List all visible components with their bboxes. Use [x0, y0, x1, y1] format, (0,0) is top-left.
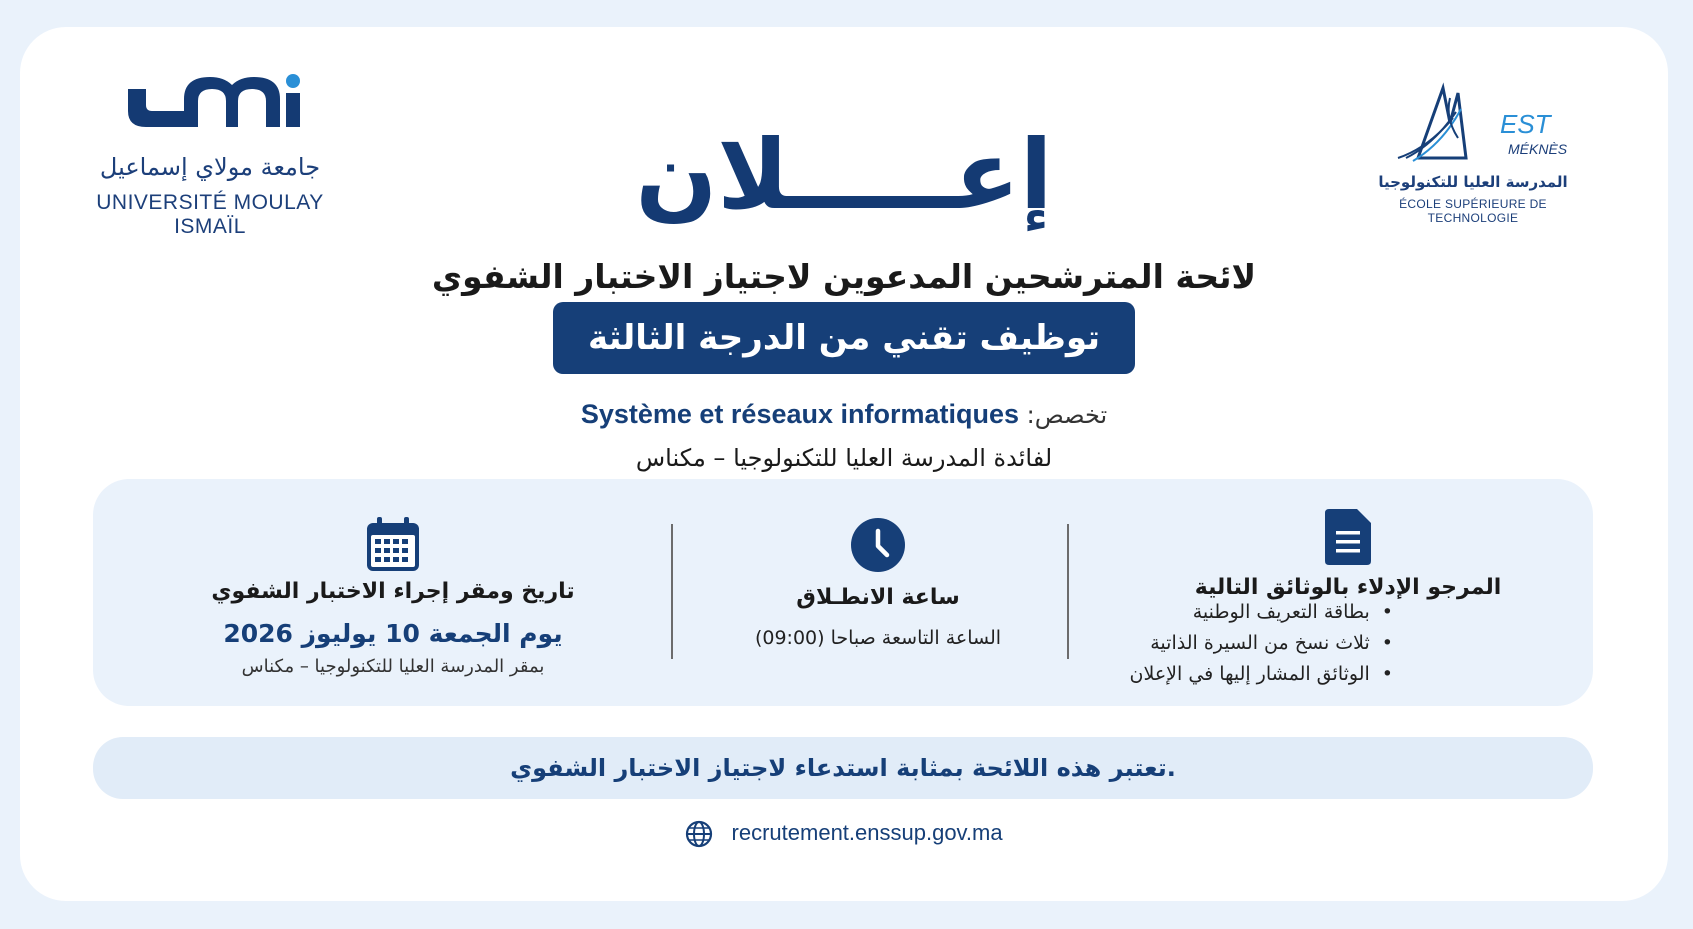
- time-heading: ساعة الانطـلاق: [796, 585, 960, 610]
- time-column: [713, 479, 1043, 706]
- exam-date: يوم الجمعة 10 يوليوز 2026: [223, 619, 563, 648]
- speciality-label: تخصص:: [1026, 401, 1108, 429]
- info-panel: [93, 479, 1593, 706]
- calendar-icon: [365, 515, 421, 573]
- exam-place: بمقر المدرسة العليا للتكنولوجيا – مكناس: [241, 656, 545, 677]
- start-time: الساعة التاسعة صباحا (09:00): [754, 627, 1002, 649]
- position-banner: توظيف تقني من الدرجة الثالثة: [553, 302, 1135, 374]
- announcement-card: [20, 27, 1668, 901]
- umi-name-ar: جامعة مولاي إسماعيل: [99, 153, 321, 181]
- documents-heading: المرجو الإدلاء بالوثائق التالية: [1194, 575, 1502, 600]
- divider-left: [671, 524, 673, 659]
- website-line: [20, 820, 1668, 848]
- page-subtitle: لائحة المترشحين المدعوين لاجتياز الاختبار الشفوي: [431, 257, 1257, 296]
- speciality-line: [20, 399, 1668, 430]
- svg-text:EST: EST: [1500, 109, 1551, 139]
- page-title: إعـــــلان: [635, 119, 1053, 231]
- divider-right: [1067, 524, 1069, 659]
- est-name-fr: ÉCOLE SUPÉRIEURE DE TECHNOLOGIE: [1399, 197, 1547, 225]
- for-school-line: لفائدة المدرسة العليا للتكنولوجيا – مكناس: [635, 444, 1053, 472]
- clock-icon: [850, 517, 906, 573]
- document-icon: [1325, 509, 1371, 565]
- website-link[interactable]: recrutement.enssup.gov.ma: [731, 820, 1003, 845]
- notice-bar: تعتبر هذه اللائحة بمثابة استدعاء لاجتياز الاختبار الشفوي.: [93, 737, 1593, 799]
- list-item: • ثلاث نسخ من السيرة الذاتية: [1130, 628, 1393, 659]
- date-place-heading: تاريخ ومقر إجراء الاختبار الشفوي: [211, 579, 575, 604]
- date-place-column: [193, 479, 593, 706]
- speciality-value: Système et réseaux informatiques: [580, 399, 1020, 429]
- list-item: • الوثائق المشار إليها في الإعلان: [1130, 659, 1393, 690]
- globe-icon: [685, 820, 713, 848]
- umi-name-fr: UNIVERSITÉ MOULAY ISMAÏL: [96, 191, 324, 238]
- list-item: • بطاقة التعريف الوطنية: [1130, 597, 1393, 628]
- documents-list: [1130, 597, 1393, 690]
- documents-column: [1103, 479, 1593, 706]
- est-city: MÉKNÈS: [1508, 141, 1568, 157]
- est-name-ar: المدرسة العليا للتكنولوجيا: [1378, 173, 1568, 191]
